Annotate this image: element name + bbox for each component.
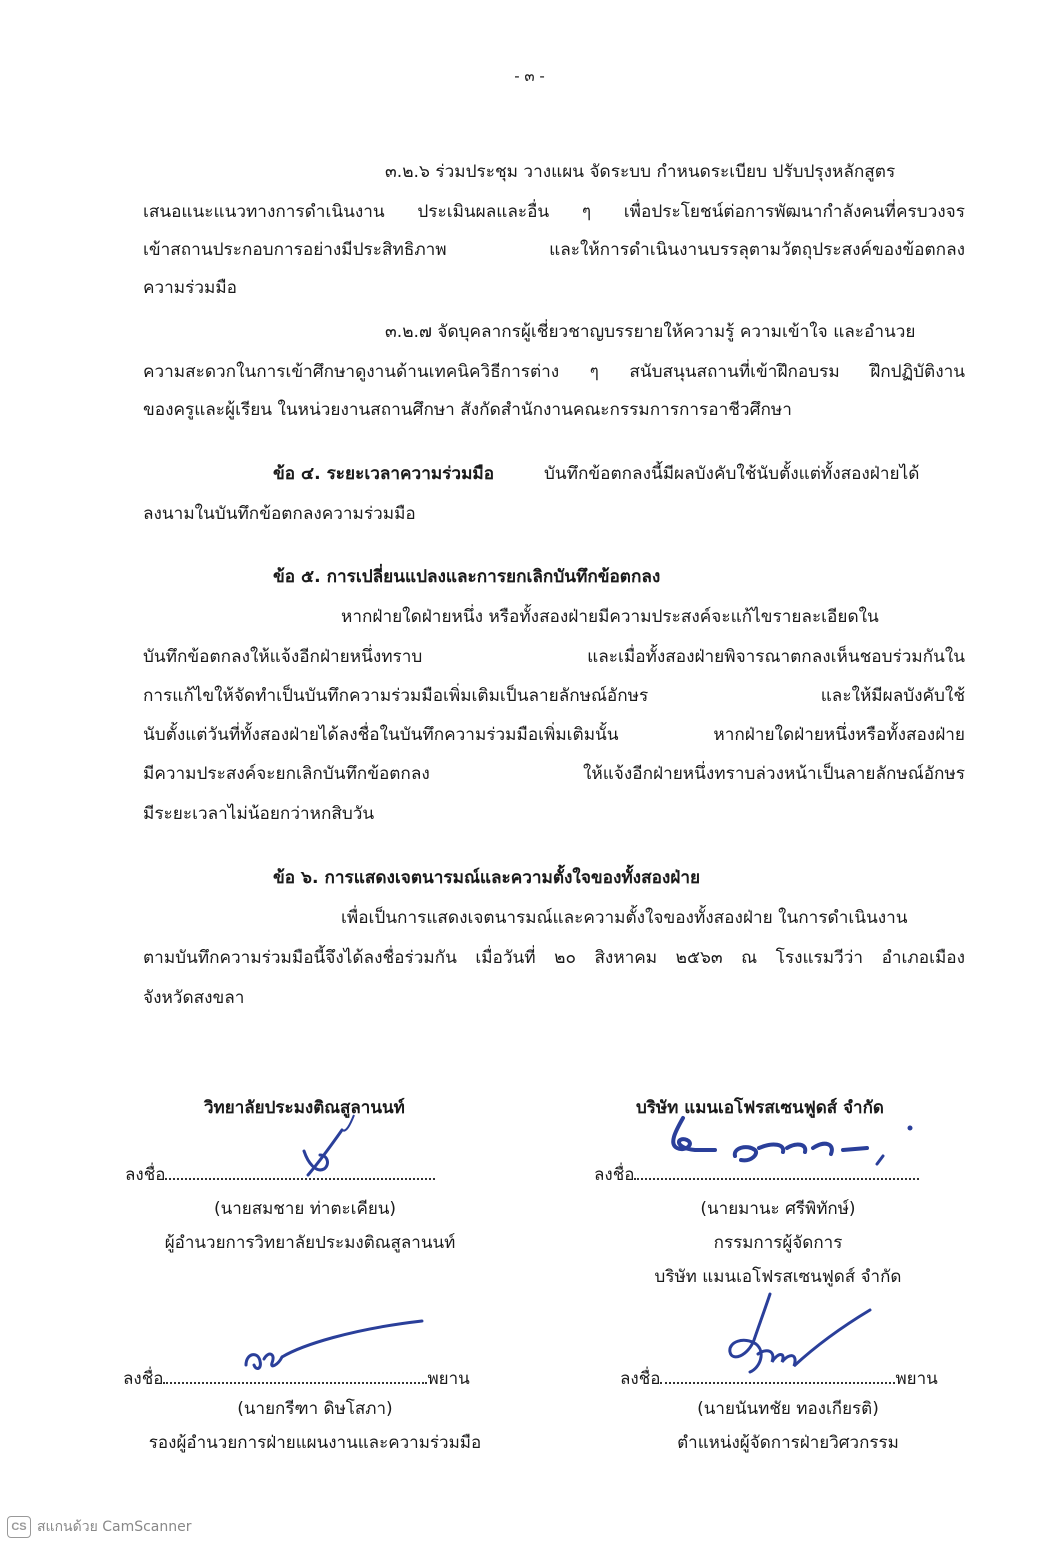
- left-org-name: วิทยาลัยประมงติณสูลานนท์: [204, 1098, 405, 1118]
- right-witness-title: ตำแหน่งผู้จัดการฝ่ายวิศวกรรม: [677, 1433, 899, 1453]
- clause-6-line2: ตามบันทึกความร่วมมือนี้จึงได้ลงชื่อร่วมกัน เมื่อวันที่ ๒๐ สิงหาคม ๒๕๖๓ ณ โรงแรมวีว่า อำเภอเมือง: [143, 948, 965, 968]
- camscanner-logo-icon: CS: [7, 1516, 31, 1538]
- clause-4-heading: ข้อ ๔. ระยะเวลาความร่วมมือ: [273, 464, 495, 484]
- section-3-2-7-line1: ๓.๒.๗ จัดบุคลากรผู้เชี่ยวชาญบรรยายให้ความรู้ ความเข้าใจ และอำนวย: [385, 322, 916, 342]
- clause-6-line3: จังหวัดสงขลา: [143, 988, 245, 1008]
- sign-label: ลงชื่อ: [125, 1165, 166, 1185]
- sign-label: ลงชื่อ: [123, 1369, 164, 1389]
- clause-6-heading: ข้อ ๖. การแสดงเจตนารมณ์และความตั้งใจของทั้งสองฝ่าย: [273, 868, 701, 888]
- left-witness-name: (นายกรีฑา ดิษโสภา): [237, 1399, 393, 1419]
- section-3-2-6-line3: เข้าสถานประกอบการอย่างมีประสิทธิภาพ และให้การดำเนินงานบรรลุตามวัตถุประสงค์ของข้อตกลง: [143, 240, 965, 260]
- left-sign-line: [125, 1160, 435, 1188]
- camscanner-text: สแกนด้วย CamScanner: [37, 1519, 192, 1535]
- witness-label: พยาน: [427, 1369, 470, 1389]
- witness-label: พยาน: [895, 1369, 938, 1389]
- clause-5-heading: ข้อ ๕. การเปลี่ยนแปลงและการยกเลิกบันทึกข้อตกลง: [273, 567, 661, 587]
- left-witness-title: รองผู้อำนวยการฝ่ายแผนงานและความร่วมมือ: [148, 1433, 482, 1453]
- sign-label: ลงชื่อ: [620, 1369, 661, 1389]
- right-signer-company: บริษัท แมนเอโฟรสเซนฟูดส์ จำกัด: [654, 1267, 902, 1287]
- right-witness-signature: [720, 1292, 880, 1382]
- right-signer-name: (นายมานะ ศรีพิทักษ์): [700, 1199, 856, 1219]
- section-3-2-7-line2: ความสะดวกในการเข้าศึกษาดูงานด้านเทคนิควิธีการต่าง ๆ สนับสนุนสถานที่เข้าฝึกอบรม ฝึกปฏิบัติงาน: [143, 362, 965, 382]
- left-signature: [290, 1125, 370, 1185]
- clause-4-text-line2: ลงนามในบันทึกข้อตกลงความร่วมมือ: [143, 504, 416, 524]
- section-3-2-6-line1: ๓.๒.๖ ร่วมประชุม วางแผน จัดระบบ กำหนดระเบียบ ปรับปรุงหลักสูตร: [385, 162, 896, 182]
- right-signer-title: กรรมการผู้จัดการ: [713, 1233, 843, 1253]
- clause-5-line1: หากฝ่ายใดฝ่ายหนึ่ง หรือทั้งสองฝ่ายมีความประสงค์จะแก้ไขรายละเอียดใน: [341, 607, 879, 627]
- right-witness-name: (นายนันทชัย ทองเกียรติ): [697, 1399, 879, 1419]
- section-3-2-7-line3: ของครูและผู้เรียน ในหน่วยงานสถานศึกษา สังกัดสำนักงานคณะกรรมการการอาชีวศึกษา: [143, 400, 792, 420]
- right-signature: [655, 1118, 925, 1178]
- clause-5-line3: การแก้ไขให้จัดทำเป็นบันทึกความร่วมมือเพิ่มเติมเป็นลายลักษณ์อักษร และให้มีผลบังคับใช้: [143, 686, 965, 706]
- left-signer-title: ผู้อำนวยการวิทยาลัยประมงติณสูลานนท์: [164, 1233, 456, 1253]
- page-number: - ๓ -: [514, 67, 545, 85]
- section-3-2-6-line2: เสนอแนะแนวทางการดำเนินงาน ประเมินผลและอื่น ๆ เพื่อประโยชน์ต่อการพัฒนากำลังคนที่ครบวงจร: [143, 202, 965, 222]
- section-3-2-6-line4: ความร่วมมือ: [143, 278, 237, 298]
- clause-5-line2: บันทึกข้อตกลงให้แจ้งอีกฝ่ายหนึ่งทราบ และเมื่อทั้งสองฝ่ายพิจารณาตกลงเห็นชอบร่วมกันใน: [143, 647, 965, 667]
- left-witness-signature: [242, 1315, 442, 1375]
- clause-5-line5: มีความประสงค์จะยกเลิกบันทึกข้อตกลง ให้แจ้งอีกฝ่ายหนึ่งทราบล่วงหน้าเป็นลายลักษณ์อักษร: [143, 764, 965, 784]
- clause-6-line1: เพื่อเป็นการแสดงเจตนารมณ์และความตั้งใจของทั้งสองฝ่าย ในการดำเนินงาน: [341, 908, 908, 928]
- clause-4-text-line1: บันทึกข้อตกลงนี้มีผลบังคับใช้นับตั้งแต่ทั้งสองฝ่ายได้: [544, 464, 920, 484]
- clause-5-line6: มีระยะเวลาไม่น้อยกว่าหกสิบวัน: [143, 804, 375, 824]
- clause-5-line4: นับตั้งแต่วันที่ทั้งสองฝ่ายได้ลงชื่อในบันทึกความร่วมมือเพิ่มเติมนั้น หากฝ่ายใดฝ่ายหนึ่งหรือทั้งสองฝ่าย: [143, 725, 965, 745]
- sign-label: ลงชื่อ: [594, 1165, 635, 1185]
- left-signer-name: (นายสมชาย ท่าตะเคียน): [213, 1199, 397, 1219]
- right-org-name: บริษัท แมนเอโฟรสเซนฟูดส์ จำกัด: [636, 1098, 884, 1118]
- camscanner-footer: [7, 1516, 192, 1538]
